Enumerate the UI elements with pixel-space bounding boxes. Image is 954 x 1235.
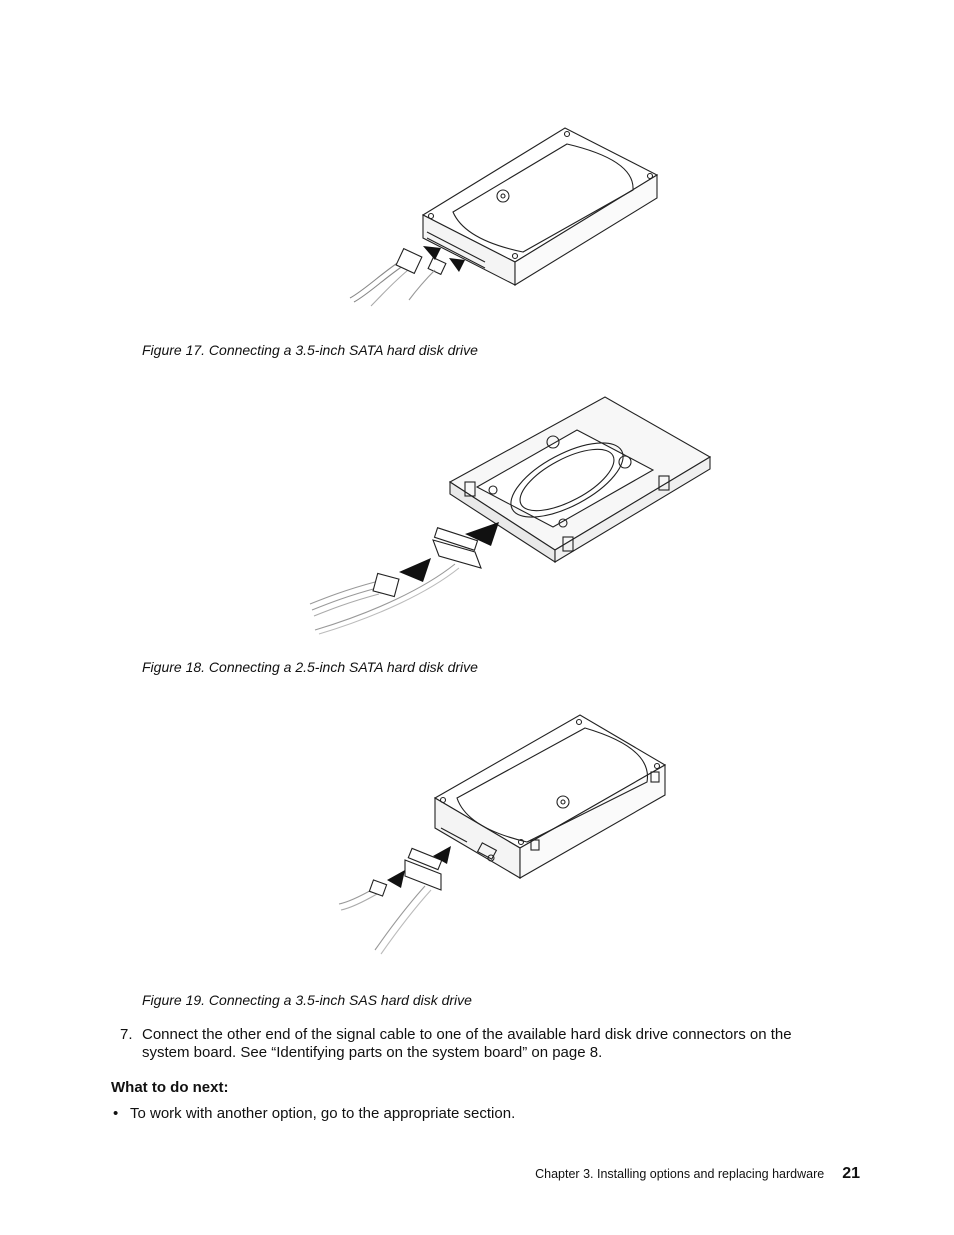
bullet-item: [113, 1105, 515, 1122]
what-to-do-next-heading: What to do next:: [111, 1079, 229, 1096]
page-footer: [535, 1165, 860, 1183]
figure-18-illustration: [305, 392, 717, 637]
figure-18-caption: Figure 18. Connecting a 2.5-inch SATA hard disk drive: [142, 659, 478, 675]
step-7: [120, 1026, 840, 1062]
figure-17-caption: Figure 17. Connecting a 3.5-inch SATA hard disk drive: [142, 342, 478, 358]
chapter-title: Chapter 3. Installing options and replacing hardware: [535, 1167, 825, 1181]
step-number: 7.: [120, 1026, 133, 1043]
figure-17-illustration: [345, 120, 665, 310]
step-text: Connect the other end of the signal cable to one of the available hard disk drive connectors on the system board. See “Identifying parts on the system board” on page 8.: [142, 1026, 792, 1061]
page-number: 21: [842, 1165, 860, 1182]
figure-19-illustration: [335, 710, 670, 955]
figure-19-caption: Figure 19. Connecting a 3.5-inch SAS hard disk drive: [142, 992, 472, 1008]
bullet-icon: •: [113, 1105, 119, 1122]
bullet-text: To work with another option, go to the appropriate section.: [130, 1105, 516, 1122]
